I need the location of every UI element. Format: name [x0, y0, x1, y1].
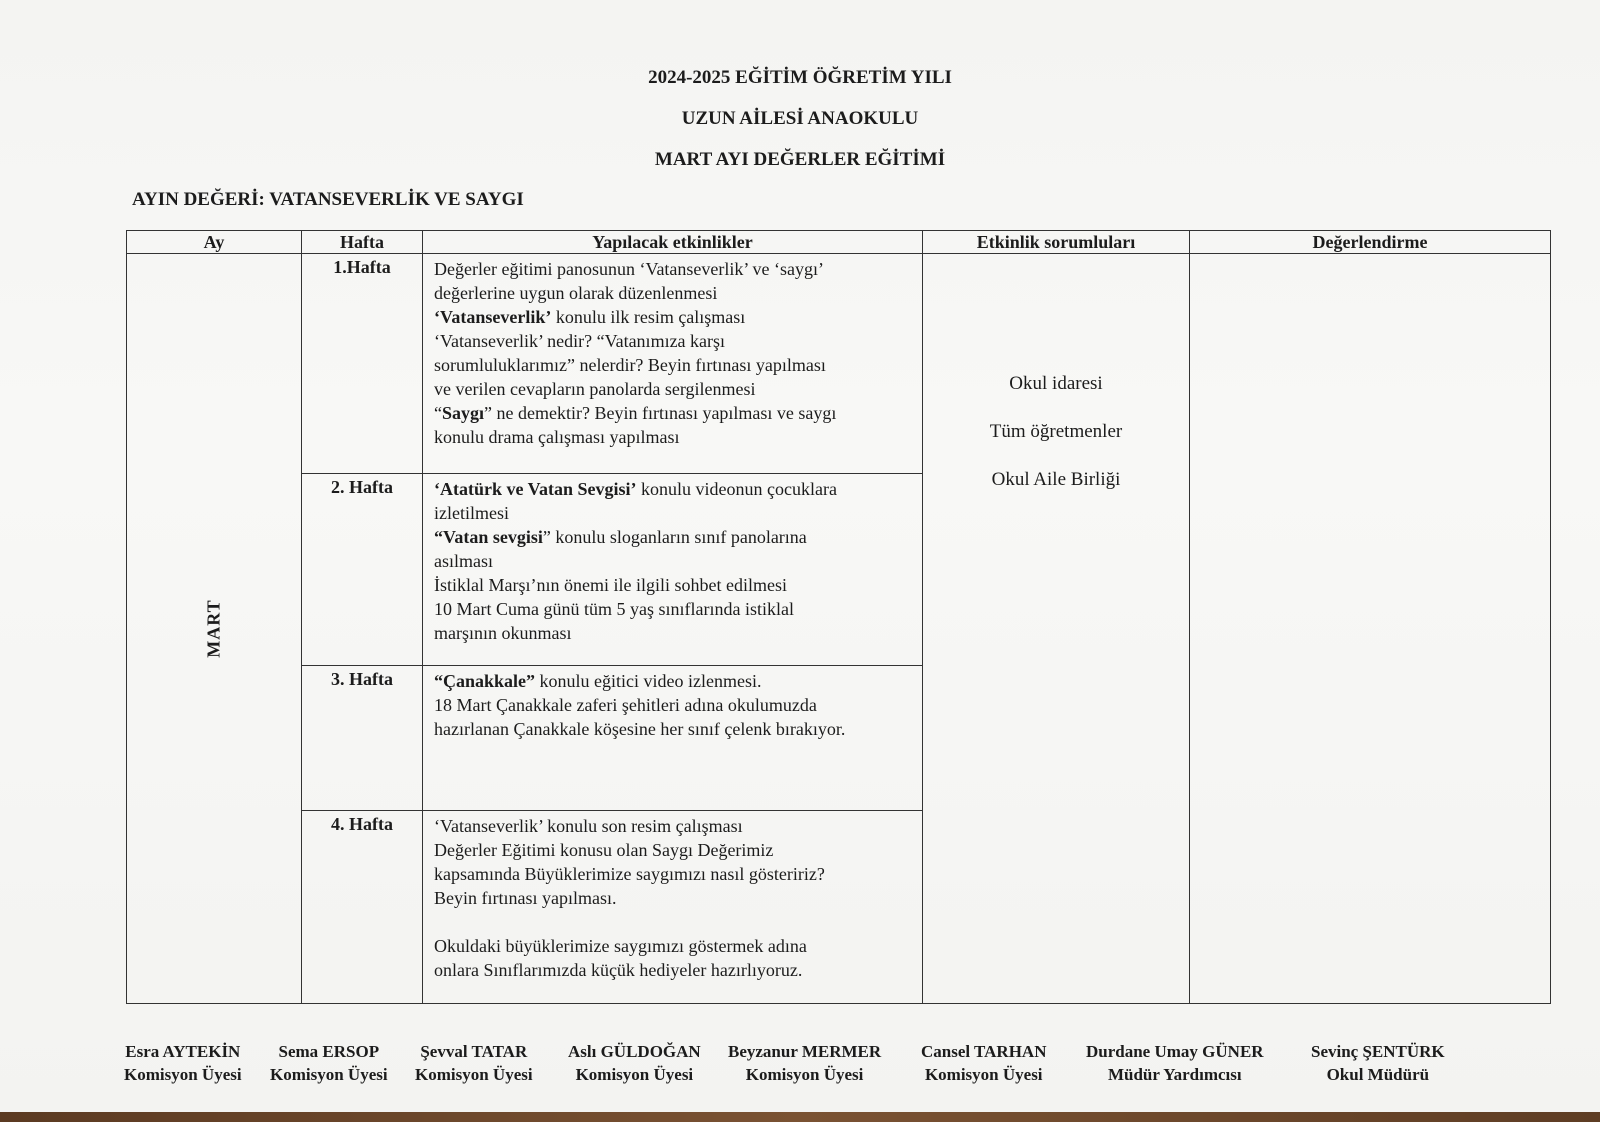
activity-line: [434, 958, 912, 982]
activity-line: [434, 257, 912, 281]
activity-text: izletilmesi: [434, 502, 509, 523]
activity-text: ‘Vatanseverlik’ konulu son resim çalışması: [434, 815, 743, 836]
signer-name: Sevinç ŞENTÜRK: [1311, 1042, 1445, 1061]
activity-line: [434, 401, 912, 425]
signer-role: Komisyon Üyesi: [124, 1065, 242, 1084]
signer-role: Komisyon Üyesi: [415, 1065, 533, 1084]
activity-text: İstiklal Marşı’nın önemi ile ilgili sohbet edilmesi: [434, 574, 787, 595]
activity-line: [434, 377, 912, 401]
activity-text: konulu videonun çocuklara: [636, 478, 837, 499]
signer-role: Komisyon Üyesi: [575, 1065, 694, 1084]
column-header-evaluation: Değerlendirme: [1190, 231, 1551, 254]
month-value-title: AYIN DEĞERİ: VATANSEVERLİK VE SAYGI: [132, 189, 524, 210]
signer-name: Beyzanur MERMER: [728, 1042, 882, 1061]
activity-emphasis: ‘Atatürk ve Vatan Sevgisi’: [434, 478, 637, 499]
activity-line: [434, 501, 912, 525]
activity-cell: [423, 665, 923, 810]
signature-entry: [568, 1040, 701, 1086]
signer-name: Durdane Umay GÜNER: [1086, 1042, 1264, 1061]
activity-line: [434, 838, 912, 862]
activity-line: [434, 669, 912, 693]
activity-text: sorumluluklarımız” nelerdir? Beyin fırtınası yapılması: [434, 355, 826, 375]
activity-line: [434, 693, 912, 717]
signer-name: Şevval TATAR: [420, 1042, 528, 1061]
signature-block: [124, 1040, 1564, 1090]
activity-line: [434, 862, 912, 886]
activity-cell: [423, 810, 923, 1003]
signature-entry: [1086, 1040, 1264, 1086]
table-surface-edge: [0, 1112, 1600, 1122]
activity-text: değerlerine uygun olarak düzenlenmesi: [434, 283, 718, 303]
activity-text: asılması: [434, 550, 493, 571]
table-row: [127, 254, 1551, 474]
signer-name: Sema ERSOP: [278, 1042, 380, 1061]
activity-line: [434, 814, 912, 838]
responsibles-cell: [923, 254, 1190, 1004]
signer-name: Cansel TARHAN: [921, 1042, 1047, 1061]
activity-text: 10 Mart Cuma günü tüm 5 yaş sınıflarında istiklal: [434, 598, 794, 619]
week-label: 2. Hafta: [302, 473, 423, 665]
signature-entry: [270, 1040, 388, 1086]
activity-line: [434, 281, 912, 305]
program-title: MART AYI DEĞERLER EĞİTİMİ: [654, 149, 946, 170]
column-header-responsibles: Etkinlik sorumluları: [923, 231, 1190, 254]
activity-text: Beyin fırtınası yapılması.: [434, 887, 617, 908]
column-header-activities: Yapılacak etkinlikler: [423, 231, 923, 254]
responsible-item: Tüm öğretmenler: [989, 421, 1123, 442]
signer-role: Komisyon Üyesi: [924, 1065, 1043, 1084]
activity-line: [434, 525, 912, 549]
column-header-month: Ay: [127, 231, 302, 254]
activity-text: ” ne demektir? Beyin fırtınası yapılması ve saygı: [484, 403, 837, 423]
signature-entry: [415, 1040, 533, 1086]
signer-name: Esra AYTEKİN: [125, 1042, 241, 1061]
activity-emphasis: “Çanakkale”: [434, 670, 536, 691]
month-label: MART: [203, 599, 224, 658]
activity-text: Değerler eğitimi panosunun ‘Vatanseverlik’ ve ‘saygı’: [434, 259, 825, 279]
evaluation-cell: [1190, 254, 1551, 1004]
activity-cell: [423, 473, 923, 665]
activity-text: marşının okunması: [434, 622, 572, 643]
signature-entry: [728, 1040, 881, 1086]
activity-text: konulu drama çalışması yapılması: [434, 427, 680, 447]
week-label: 1.Hafta: [302, 254, 423, 474]
activity-text: konulu eğitici video izlenmesi.: [535, 670, 762, 691]
activity-line: [434, 305, 912, 329]
activity-text: konulu ilk resim çalışması: [551, 307, 746, 327]
activity-line: [434, 597, 912, 621]
activity-text: hazırlanan Çanakkale köşesine her sınıf çelenk bırakıyor.: [434, 718, 846, 739]
responsible-item: Okul idaresi: [1009, 373, 1103, 394]
table-header-row: [127, 231, 1551, 254]
activity-emphasis: ‘Vatanseverlik’: [434, 307, 552, 327]
week-label: 3. Hafta: [302, 665, 423, 810]
activity-text: kapsamında Büyüklerimize saygımızı nasıl gösteririz?: [434, 863, 825, 884]
week-label: 4. Hafta: [302, 810, 423, 1003]
activity-emphasis: Saygı: [442, 403, 485, 423]
activity-text: ‘Vatanseverlik’ nedir? “Vatanımıza karşı: [434, 331, 726, 351]
activity-line: [434, 886, 912, 910]
activity-line: [434, 549, 912, 573]
activity-line: [434, 717, 912, 741]
activity-emphasis: “Vatan sevgisi: [434, 526, 543, 547]
activity-cell: [423, 254, 923, 474]
signer-role: Müdür Yardımcısı: [1107, 1065, 1242, 1084]
signature-entry: [1311, 1040, 1445, 1086]
activity-text: ve verilen cevapların panolarda sergilenmesi: [434, 379, 756, 399]
blank-line: [434, 910, 912, 934]
school-name: UZUN AİLESİ ANAOKULU: [681, 108, 919, 129]
school-year-title: 2024-2025 EĞİTİM ÖĞRETİM YILI: [648, 67, 952, 88]
column-header-week: Hafta: [302, 231, 423, 254]
signature-entry: [124, 1040, 242, 1086]
activity-line: [434, 934, 912, 958]
activity-line: [434, 573, 912, 597]
activity-line: [434, 621, 912, 645]
activity-line: [434, 425, 912, 449]
signer-role: Okul Müdürü: [1326, 1065, 1430, 1084]
signer-role: Komisyon Üyesi: [270, 1065, 388, 1084]
month-cell: [127, 254, 302, 1004]
activity-text: ” konulu sloganların sınıf panolarına: [542, 526, 807, 547]
activity-text: 18 Mart Çanakkale zaferi şehitleri adına okulumuzda: [434, 694, 817, 715]
activity-text: Değerler Eğitimi konusu olan Saygı Değerimiz: [434, 839, 774, 860]
activity-text: Okuldaki büyüklerimize saygımızı göstermek adına: [434, 935, 807, 956]
responsible-item: Okul Aile Birliği: [991, 469, 1121, 490]
activity-text: “: [434, 403, 442, 423]
activity-text: onlara Sınıflarımızda küçük hediyeler hazırlıyoruz.: [434, 959, 803, 980]
activity-line: [434, 477, 912, 501]
signature-entry: [921, 1040, 1046, 1086]
activity-line: [434, 329, 912, 353]
signer-name: Aslı GÜLDOĞAN: [568, 1042, 701, 1061]
activity-plan-table: [126, 230, 1551, 1004]
document-header: [0, 66, 1600, 189]
activity-line: [434, 353, 912, 377]
signer-role: Komisyon Üyesi: [745, 1065, 864, 1084]
